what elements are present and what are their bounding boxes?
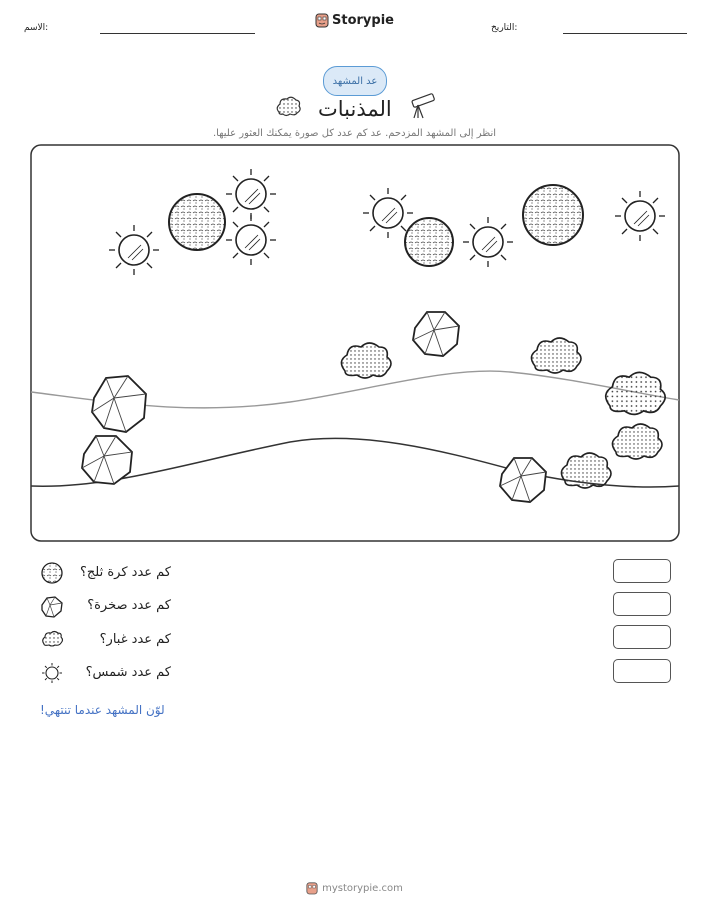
snowball <box>405 218 453 266</box>
logo <box>0 12 709 32</box>
snowball <box>523 185 583 245</box>
question-rock: كم عدد صخرة؟ <box>87 598 171 613</box>
counting-scene <box>30 144 680 542</box>
dust <box>531 338 581 373</box>
page-title: المذنبات <box>318 97 392 121</box>
color-instruction: لوّن المشهد عندما تنتهي! <box>40 703 165 717</box>
telescope-icon <box>406 92 436 120</box>
date-label: التاريخ: <box>491 23 518 33</box>
instructions: انظر إلى المشهد المزدحم. عد كم عدد كل صورة يمكنك العثور عليها. <box>212 128 497 139</box>
snowball-icon <box>40 561 64 585</box>
footer-url: mystorypie.com <box>322 882 403 894</box>
dust-cloud-icon <box>274 94 302 118</box>
footer <box>0 880 709 899</box>
snowball <box>169 194 225 250</box>
answer-box-snowball[interactable] <box>613 559 671 583</box>
dust-icon <box>40 628 64 652</box>
dust <box>341 343 391 378</box>
name-line[interactable] <box>100 33 255 34</box>
sun-icon <box>40 661 64 685</box>
name-label: الاسم: <box>24 23 49 33</box>
answer-box-sun[interactable] <box>613 659 671 683</box>
question-sun: كم عدد شمس؟ <box>85 665 171 680</box>
answer-box-rock[interactable] <box>613 592 671 616</box>
rock-icon <box>40 595 64 619</box>
question-dust: كم عدد غبار؟ <box>99 632 171 647</box>
dust <box>612 424 662 459</box>
brand-name: Storypie <box>332 12 394 28</box>
storypie-mascot-icon <box>306 881 318 895</box>
answer-box-dust[interactable] <box>613 625 671 649</box>
date-line[interactable] <box>563 33 687 34</box>
question-snowball: كم عدد كرة ثلج؟ <box>80 565 171 580</box>
activity-badge: عد المشهد <box>323 66 387 96</box>
dust <box>561 453 611 488</box>
storypie-mascot-icon <box>315 12 329 28</box>
